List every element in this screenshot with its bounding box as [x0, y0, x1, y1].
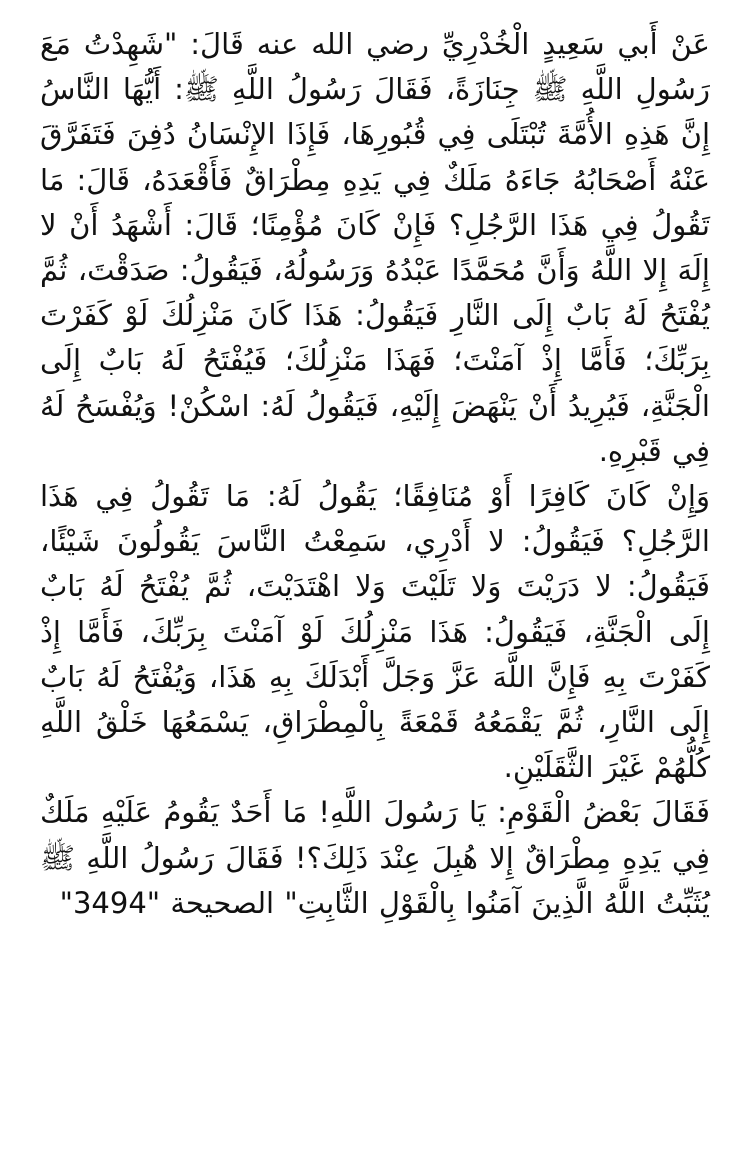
hadith-paragraph-3: فَقَالَ بَعْضُ الْقَوْمِ: يَا رَسُولَ اللَّهِ! مَا أَحَدٌ يَقُومُ عَلَيْهِ مَلَكٌ فِي يَدِهِ مِطْرَاقٌ إِلا هُبِلَ عِنْدَ ذَلِكَ؟! فَقَالَ رَسُولُ اللَّهِ ﷺ يُثَبِّتُ اللَّهُ الَّذِينَ آمَنُوا بِالْقَوْلِ الثَّابِتِ" الصحيحة "3494": [40, 795, 710, 920]
hadith-paragraph-2: وَإِنْ كَانَ كَافِرًا أَوْ مُنَافِقًا؛ يَقُولُ لَهُ: مَا تَقُولُ فِي هَذَا الرَّجُلِ؟ فَيَقُولُ: لا أَدْرِي، سَمِعْتُ النَّاسَ يَقُولُونَ شَيْئًا، فَيَقُولُ: لا دَرَيْتَ وَلا تَلَيْتَ وَلا اهْتَدَيْتَ، ثُمَّ يُفْتَحُ لَهُ بَابٌ إِلَى الْجَنَّةِ، فَيَقُولُ: هَذَا مَنْزِلُكَ لَوْ آمَنْتَ بِرَبِّكَ، فَأَمَّا إِذْ كَفَرْتَ بِهِ فَإِنَّ اللَّهَ عَزَّ وَجَلَّ أَبْدَلَكَ بِهِ هَذَا، وَيُفْتَحُ لَهُ بَابٌ إِلَى النَّارِ، ثُمَّ يَقْمَعُهُ قَمْعَةً بِالْمِطْرَاقِ، يَسْمَعُهَا خَلْقُ اللَّهِ كُلُّهُمْ غَيْرَ الثَّقَلَيْنِ.: [40, 479, 710, 785]
hadith-paragraph-1: عَنْ أَبي سَعِيدٍ الْخُدْرِيِّ رضي الله عنه قَالَ: "شَهِدْتُ مَعَ رَسُولِ اللَّهِ ﷺ جِنَازَةً، فَقَالَ رَسُولُ اللَّهِ ﷺ: أَيُّهَا النَّاسُ إِنَّ هَذِهِ الأُمَّةَ تُبْتَلَى فِي قُبُورِهَا، فَإِذَا الإِنْسَانُ دُفِنَ فَتَفَرَّقَ عَنْهُ أَصْحَابُهُ جَاءَهُ مَلَكٌ فِي يَدِهِ مِطْرَاقٌ فَأَقْعَدَهُ، قَالَ: مَا تَقُولُ فِي هَذَا الرَّجُلِ؟ فَإِنْ كَانَ مُؤْمِنًا؛ قَالَ: أَشْهَدُ أَنْ لا إِلَهَ إِلا اللَّهُ وَأَنَّ مُحَمَّدًا عَبْدُهُ وَرَسُولُهُ، فَيَقُولُ: صَدَقْتَ، ثُمَّ يُفْتَحُ لَهُ بَابٌ إِلَى النَّارِ فَيَقُولُ: هَذَا كَانَ مَنْزِلُكَ لَوْ كَفَرْتَ بِرَبِّكَ؛ فَأَمَّا إِذْ آمَنْتَ؛ فَهَذَا مَنْزِلُكَ؛ فَيُفْتَحُ لَهُ بَابٌ إِلَى الْجَنَّةِ، فَيُرِيدُ أَنْ يَنْهَضَ إِلَيْهِ، فَيَقُولُ لَهُ: اسْكُنْ! وَيُفْسَحُ لَهُ فِي قَبْرِهِ.: [40, 27, 710, 468]
